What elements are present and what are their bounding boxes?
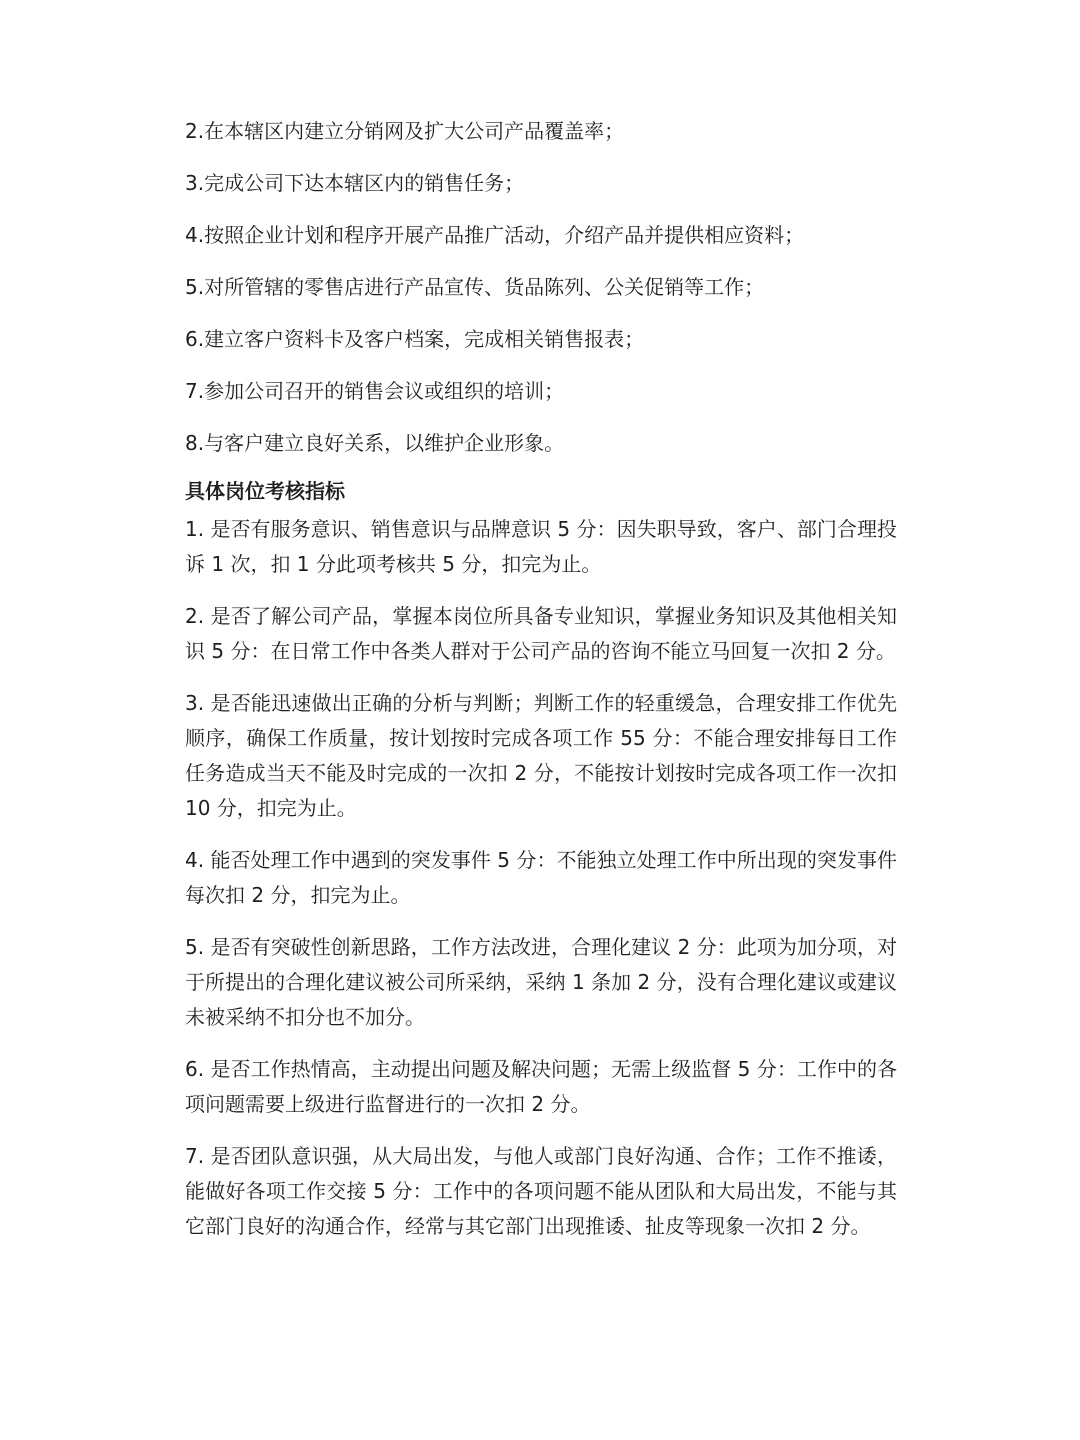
kpi-item-5: 5. 是否有突破性创新思路，工作方法改进，合理化建议 2 分：此项为加分项，对于所提出的合理化建议被公司所采纳，采纳 1 条加 2 分，没有合理化建议或建议未被采纳不扣分也不加分。 [185,935,897,1029]
kpi-item-2: 2. 是否了解公司产品，掌握本岗位所具备专业知识，掌握业务知识及其他相关知识 5 分：在日常工作中各类人群对于公司产品的咨询不能立马回复一次扣 2 分。 [185,604,897,663]
kpi-item-4: 4. 能否处理工作中遇到的突发事件 5 分：不能独立处理工作中所出现的突发事件每次扣 2 分，扣完为止。 [185,848,897,907]
document-body [185,112,897,1261]
duty-list [185,112,897,462]
kpi-item-7: 7. 是否团队意识强，从大局出发，与他人或部门良好沟通、合作；工作不推诿，能做好各项工作交接 5 分：工作中的各项问题不能从团队和大局出发，不能与其它部门良好的沟通合作，经常与其它部门出现推诿、扯皮等现象一次扣 2 分。 [185,1144,897,1238]
kpi-item-3: 3. 是否能迅速做出正确的分析与判断；判断工作的轻重缓急，合理安排工作优先顺序，确保工作质量，按计划按时完成各项工作 55 分：不能合理安排每日工作任务造成当天不能及时完成的一次扣 2 分，不能按计划按时完成各项工作一次扣 10 分，扣完为止。 [185,691,897,820]
kpi-item-1: 1. 是否有服务意识、销售意识与品牌意识 5 分：因失职导致，客户、部门合理投诉 1 次，扣 1 分此项考核共 5 分，扣完为止。 [185,517,897,576]
kpi-list [185,512,897,1244]
duty-item-7: 7.参加公司召开的销售会议或组织的培训； [185,379,565,403]
duty-item-4: 4.按照企业计划和程序开展产品推广活动，介绍产品并提供相应资料； [185,223,805,247]
duty-item-5: 5.对所管辖的零售店进行产品宣传、货品陈列、公关促销等工作； [185,275,765,299]
duty-item-8: 8.与客户建立良好关系，以维护企业形象。 [185,431,565,455]
duty-item-2: 2.在本辖区内建立分销网及扩大公司产品覆盖率； [185,119,625,143]
duty-item-3: 3.完成公司下达本辖区内的销售任务； [185,171,525,195]
kpi-item-6: 6. 是否工作热情高，主动提出问题及解决问题；无需上级监督 5 分：工作中的各项问题需要上级进行监督进行的一次扣 2 分。 [185,1057,897,1116]
kpi-section-title: 具体岗位考核指标 [185,479,345,503]
duty-item-6: 6.建立客户资料卡及客户档案，完成相关销售报表； [185,327,645,351]
